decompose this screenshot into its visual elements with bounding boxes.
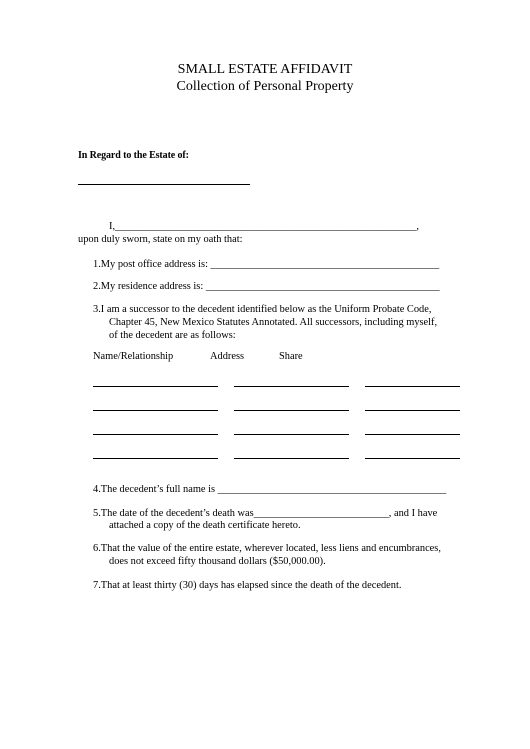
row-3-share-line[interactable] — [365, 434, 460, 435]
row-4-address-line[interactable] — [234, 458, 349, 459]
row-3-name-line[interactable] — [93, 434, 218, 435]
row-3-address-line[interactable] — [234, 434, 349, 435]
item-estate-value-line-2: does not exceed fifty thousand dollars ($50,000.00). — [109, 556, 326, 567]
row-1-address-line[interactable] — [234, 386, 349, 387]
item-post-office-address[interactable]: 1.My post office address is: ____________________________________________ — [93, 259, 440, 270]
document-title: SMALL ESTATE AFFIDAVIT — [177, 62, 353, 77]
item-estate-value-line-1: 6.That the value of the entire estate, wherever located, less liens and encumbrances, — [93, 543, 441, 554]
oath-statement: upon duly sworn, state on my oath that: — [78, 234, 243, 245]
item-successor-line-2: Chapter 45, New Mexico Statutes Annotated. All successors, including myself, — [109, 317, 438, 328]
column-header-share: Share — [279, 351, 303, 362]
column-header-name: Name/Relationship — [93, 351, 174, 362]
item-date-of-death[interactable]: 5.The date of the decedent’s death was__________________________, and I have — [93, 508, 438, 519]
item-death-certificate: attached a copy of the death certificate hereto. — [109, 520, 301, 531]
estate-label: In Regard to the Estate of: — [78, 150, 189, 161]
item-decedent-full-name[interactable]: 4.The decedent’s full name is ____________________________________________ — [93, 484, 447, 495]
oath-name-line[interactable]: I,__________________________________________________________, — [109, 221, 419, 232]
item-successor-line-3: of the decedent are as follows: — [109, 330, 236, 341]
row-2-name-line[interactable] — [93, 410, 218, 411]
row-4-share-line[interactable] — [365, 458, 460, 459]
row-2-share-line[interactable] — [365, 410, 460, 411]
item-residence-address[interactable]: 2.My residence address is: _____________________________________________ — [93, 281, 440, 292]
item-thirty-days: 7.That at least thirty (30) days has elapsed since the death of the decedent. — [93, 580, 402, 591]
item-successor-line-1: 3.I am a successor to the decedent identified below as the Uniform Probate Code, — [93, 304, 432, 315]
row-4-name-line[interactable] — [93, 458, 218, 459]
row-2-address-line[interactable] — [234, 410, 349, 411]
row-1-name-line[interactable] — [93, 386, 218, 387]
estate-name-line[interactable] — [78, 184, 250, 185]
row-1-share-line[interactable] — [365, 386, 460, 387]
document-subtitle: Collection of Personal Property — [176, 79, 354, 94]
column-header-address: Address — [210, 351, 245, 362]
